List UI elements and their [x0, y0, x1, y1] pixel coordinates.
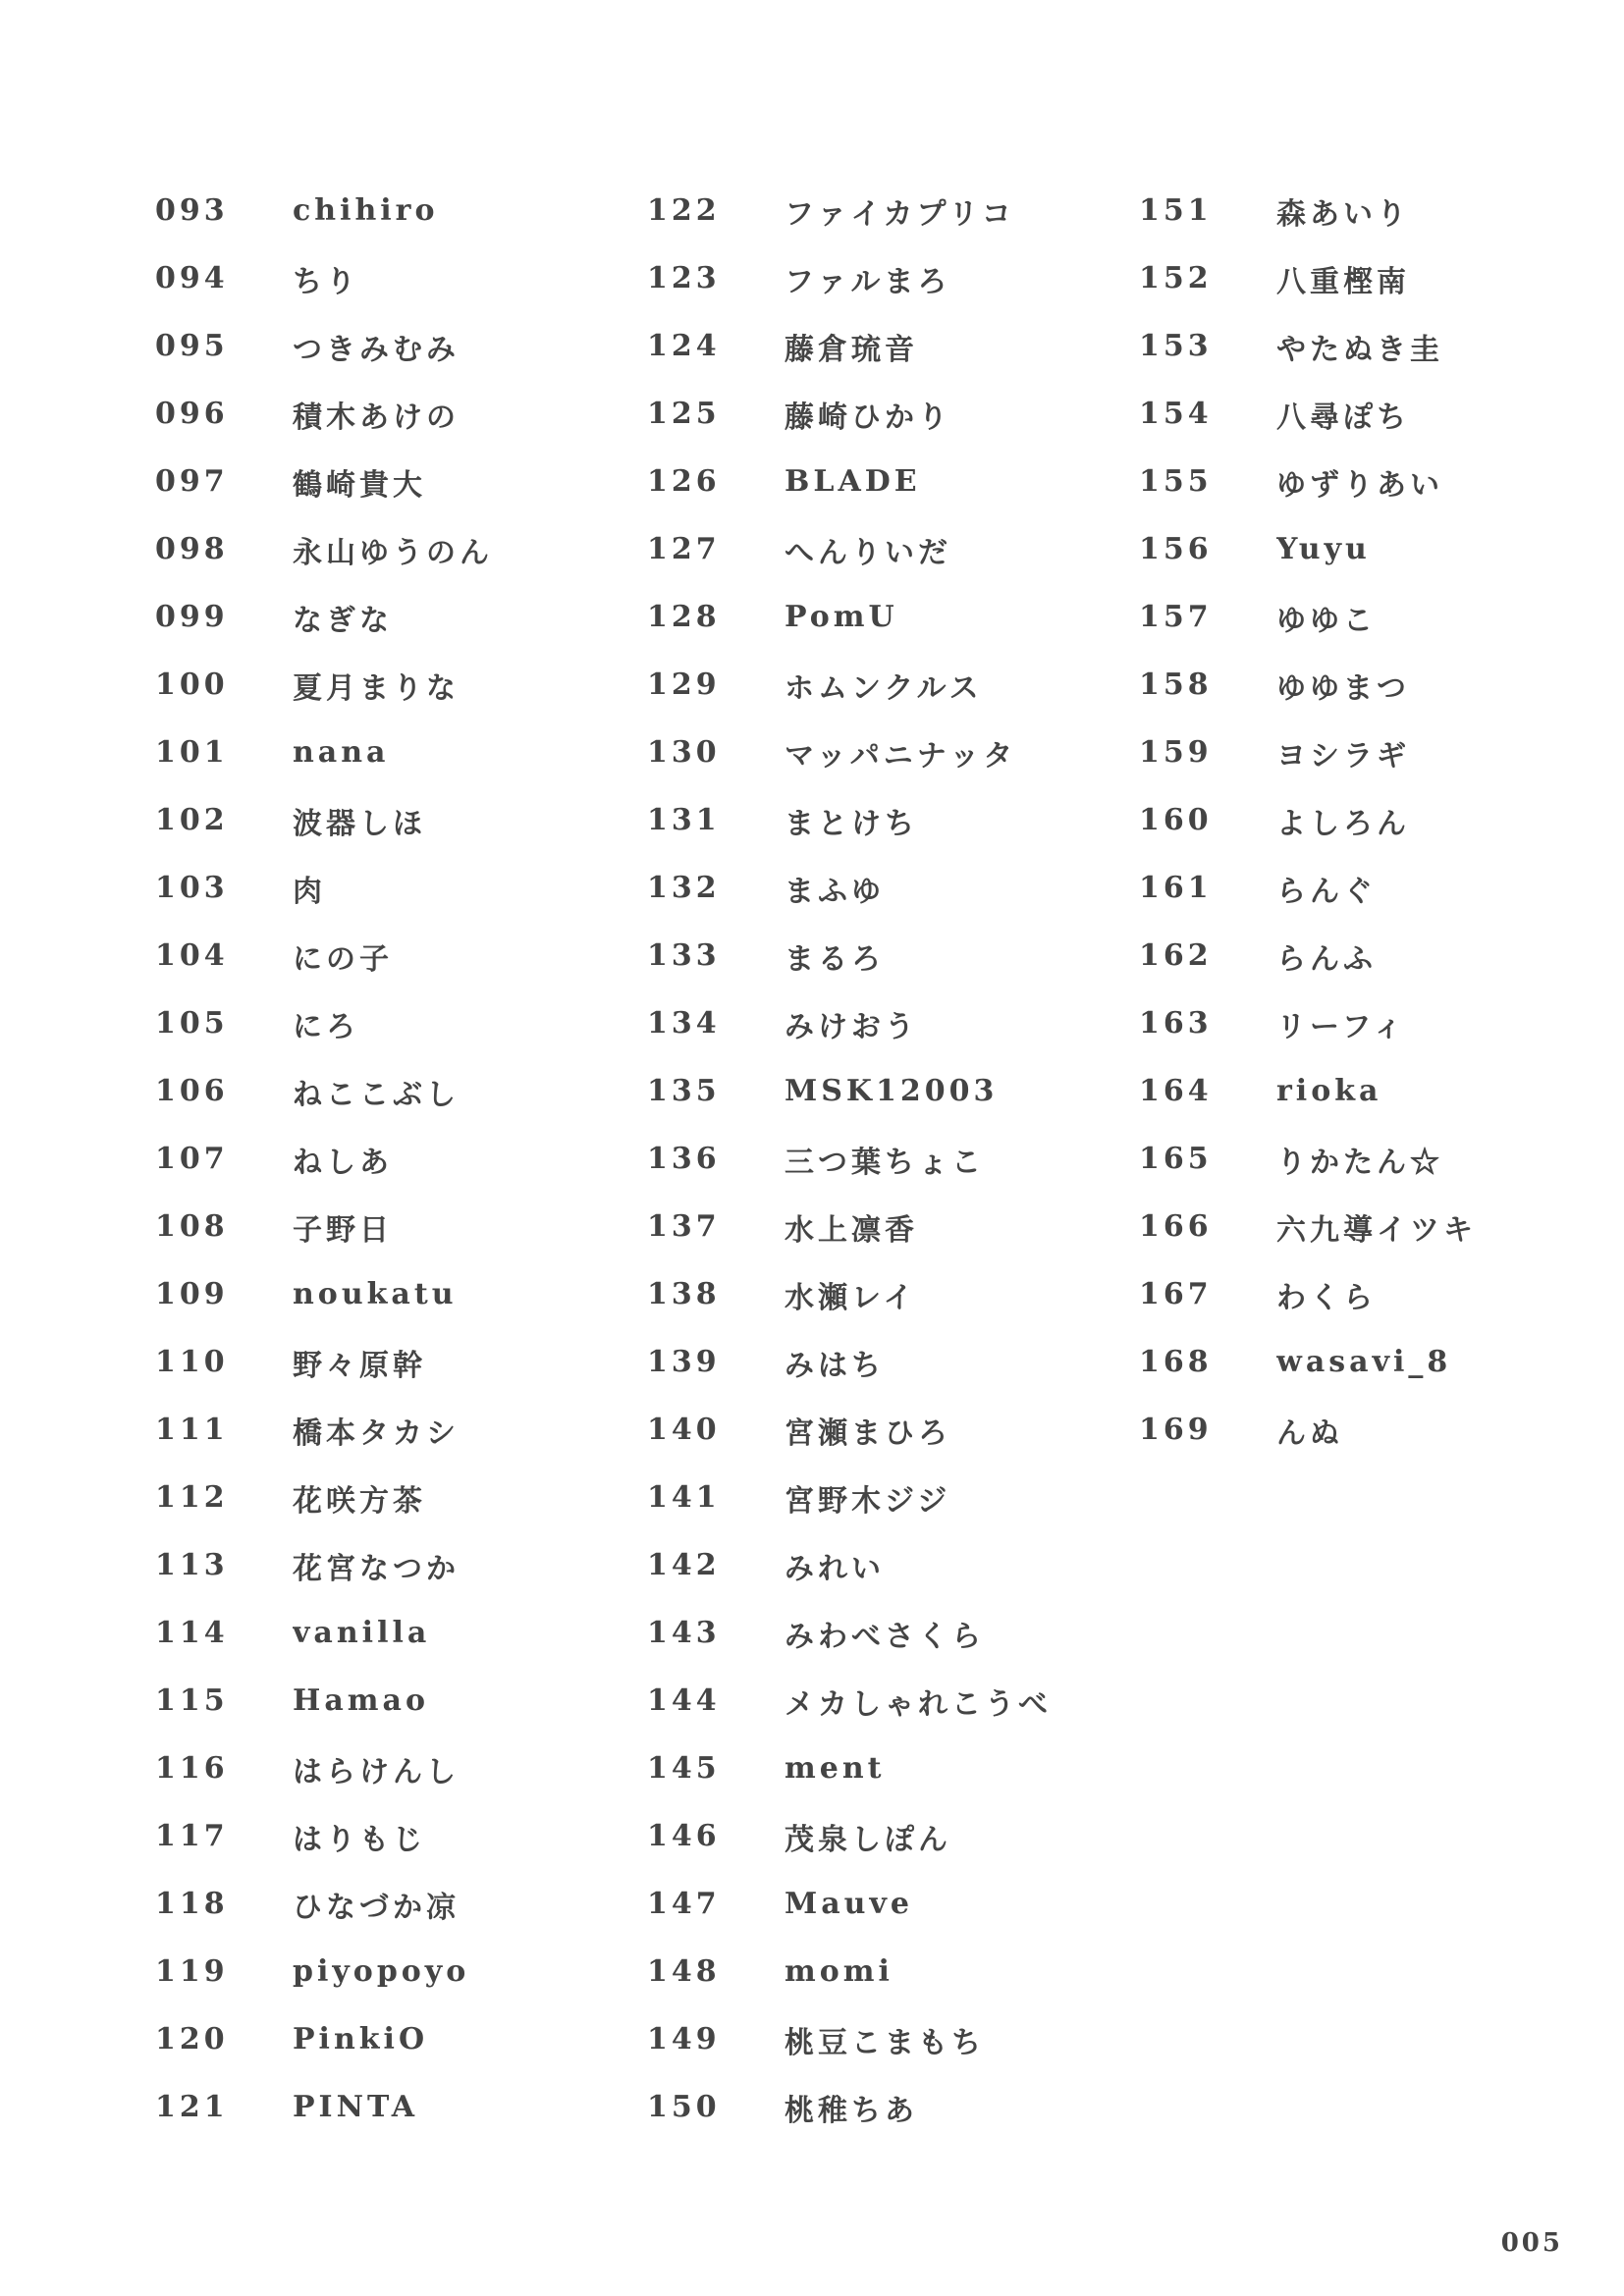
contributor-entry	[647, 244, 1138, 312]
contributor-entry	[1139, 1193, 1624, 1260]
contributor-entry	[155, 1531, 646, 1599]
contributor-entry	[647, 515, 1138, 583]
contributor-entry	[647, 380, 1138, 448]
entry-number: 162	[1139, 938, 1213, 973]
entry-name: ちり	[293, 264, 359, 299]
entry-number: 159	[1139, 735, 1213, 770]
contributor-entry	[1139, 380, 1624, 448]
entry-name: 花咲方茶	[293, 1483, 426, 1519]
contributor-entry	[647, 1464, 1138, 1531]
contributor-entry	[1139, 312, 1624, 380]
entry-number: 094	[155, 261, 229, 295]
entry-name: 桃稚ちあ	[785, 2093, 918, 2128]
entry-number: 127	[647, 532, 721, 566]
contributor-entry	[1139, 786, 1624, 854]
contributor-entry	[155, 854, 646, 922]
contributor-entry	[155, 380, 646, 448]
contributor-entry	[647, 1870, 1138, 1938]
entry-number: 125	[647, 397, 721, 431]
entry-number: 168	[1139, 1345, 1213, 1379]
entry-name: にろ	[293, 1009, 359, 1044]
entry-number: 148	[647, 1954, 721, 1989]
entry-number: 113	[155, 1548, 229, 1582]
entry-name: 積木あけの	[293, 400, 460, 435]
entry-name: みわべさくら	[785, 1619, 985, 1654]
contributor-entry	[1139, 854, 1624, 922]
entry-name: リーフィ	[1276, 1009, 1407, 1044]
entry-name: rioka	[1276, 1074, 1382, 1108]
entry-number: 105	[155, 1006, 229, 1041]
contributor-entry	[1139, 448, 1624, 515]
entry-number: 169	[1139, 1413, 1213, 1447]
entry-name: つきみむみ	[293, 332, 460, 367]
entry-name: はりもじ	[293, 1822, 426, 1857]
entry-number: 099	[155, 600, 229, 634]
entry-name: ヨシラギ	[1276, 738, 1410, 774]
contributor-entry	[155, 1328, 646, 1396]
entry-name: にの子	[293, 941, 393, 977]
contributor-entry	[647, 651, 1138, 719]
entry-number: 102	[155, 803, 229, 837]
contributor-entry	[155, 1057, 646, 1125]
contributor-entry	[155, 1938, 646, 2005]
entry-number: 135	[647, 1074, 721, 1108]
entry-name: まふゆ	[785, 874, 885, 909]
contributor-entry	[1139, 922, 1624, 989]
entry-number: 137	[647, 1209, 721, 1244]
entry-name: らんふ	[1276, 941, 1377, 977]
entry-name: 三つ葉ちょこ	[785, 1145, 985, 1180]
contributor-entry	[1139, 1125, 1624, 1193]
entry-name: ment	[785, 1751, 886, 1786]
contributor-entry	[1139, 989, 1624, 1057]
entry-name: マッパニナッタ	[785, 738, 1017, 774]
contributor-entry	[647, 922, 1138, 989]
entry-number: 107	[155, 1142, 229, 1176]
entry-number: 157	[1139, 600, 1213, 634]
entry-number: 104	[155, 938, 229, 973]
entry-name: 八尋ぽち	[1276, 400, 1410, 435]
entry-number: 101	[155, 735, 229, 770]
entry-name: piyopoyo	[293, 1954, 470, 1989]
contributor-entry	[155, 2073, 646, 2141]
entry-name: 茂泉しぽん	[785, 1822, 951, 1857]
entry-number: 167	[1139, 1277, 1213, 1311]
entry-number: 129	[647, 667, 721, 702]
entry-number: 153	[1139, 329, 1213, 363]
entry-number: 118	[155, 1887, 229, 1921]
contributor-entry	[647, 1260, 1138, 1328]
entry-number: 144	[647, 1683, 721, 1718]
entry-name: 八重樫南	[1276, 264, 1410, 299]
entry-number: 160	[1139, 803, 1213, 837]
contributor-entry	[155, 1599, 646, 1667]
contributor-entry	[155, 244, 646, 312]
contributor-entry	[155, 786, 646, 854]
entry-name: わくら	[1276, 1280, 1377, 1315]
entry-number: 149	[647, 2022, 721, 2056]
entry-number: 163	[1139, 1006, 1213, 1041]
contributor-entry	[647, 786, 1138, 854]
entry-number: 093	[155, 193, 229, 228]
entry-number: 132	[647, 871, 721, 905]
entry-number: 121	[155, 2090, 229, 2124]
entry-number: 095	[155, 329, 229, 363]
contributor-column-3	[1139, 177, 1624, 1464]
entry-number: 145	[647, 1751, 721, 1786]
entry-number: 112	[155, 1480, 229, 1515]
contributor-entry	[647, 1193, 1138, 1260]
contributor-column-2	[647, 177, 1138, 2141]
entry-name: 子野日	[293, 1212, 393, 1248]
entry-number: 130	[647, 735, 721, 770]
entry-name: PINTA	[293, 2090, 418, 2124]
entry-name: ホムンクルス	[785, 670, 983, 706]
contributor-entry	[1139, 1396, 1624, 1464]
entry-name: ファイカプリコ	[785, 196, 1015, 232]
entry-name: なぎな	[293, 603, 393, 638]
contributor-entry	[647, 854, 1138, 922]
entry-name: ねここぶし	[293, 1077, 460, 1112]
entry-name: PinkiO	[293, 2022, 429, 2056]
contributor-entry	[1139, 583, 1624, 651]
entry-name: 六九導イツキ	[1276, 1212, 1477, 1248]
entry-number: 128	[647, 600, 721, 634]
entry-number: 122	[647, 193, 721, 228]
entry-name: ねしあ	[293, 1145, 393, 1180]
entry-name: ファルまろ	[785, 264, 951, 299]
entry-name: はらけんし	[293, 1754, 460, 1789]
entry-number: 100	[155, 667, 229, 702]
entry-number: 096	[155, 397, 229, 431]
entry-name: wasavi_8	[1276, 1345, 1452, 1379]
entry-number: 152	[1139, 261, 1213, 295]
contributor-entry	[647, 1396, 1138, 1464]
entry-number: 134	[647, 1006, 721, 1041]
entry-name: 水瀬レイ	[785, 1280, 917, 1315]
entry-name: 肉	[293, 874, 326, 909]
contributor-entry	[647, 2073, 1138, 2141]
entry-name: 花宮なつか	[293, 1551, 460, 1586]
entry-number: 106	[155, 1074, 229, 1108]
entry-name: nana	[293, 735, 390, 770]
contributor-entry	[155, 1125, 646, 1193]
entry-name: PomU	[785, 600, 898, 634]
entry-name: Mauve	[785, 1887, 913, 1921]
contributor-entry	[155, 1870, 646, 1938]
entry-name: 夏月まりな	[293, 670, 460, 706]
entry-number: 119	[155, 1954, 229, 1989]
entry-number: 154	[1139, 397, 1213, 431]
contributor-entry	[155, 1464, 646, 1531]
contributor-entry	[155, 719, 646, 786]
entry-name: chihiro	[293, 193, 439, 228]
entry-number: 136	[647, 1142, 721, 1176]
page-number: 005	[1500, 2228, 1563, 2258]
entry-name: 宮野木ジジ	[785, 1483, 951, 1519]
contributor-entry	[647, 1531, 1138, 1599]
entry-number: 120	[155, 2022, 229, 2056]
contributor-entry	[1139, 177, 1624, 244]
entry-number: 117	[155, 1819, 229, 1853]
entry-name: 鶴崎貴大	[293, 467, 426, 503]
contributor-column-1	[155, 177, 646, 2141]
entry-name: よしろん	[1276, 806, 1410, 841]
entry-name: 永山ゆうのん	[293, 535, 493, 570]
entry-number: 108	[155, 1209, 229, 1244]
contributor-entry	[155, 515, 646, 583]
contributor-entry	[155, 312, 646, 380]
contributor-entry	[155, 651, 646, 719]
entry-name: 桃豆こまもち	[785, 2025, 985, 2060]
entry-name: momi	[785, 1954, 893, 1989]
entry-name: 藤崎ひかり	[785, 400, 951, 435]
entry-number: 124	[647, 329, 721, 363]
contributor-entry	[155, 1735, 646, 1802]
entry-number: 143	[647, 1616, 721, 1650]
entry-number: 146	[647, 1819, 721, 1853]
contributor-entry	[1139, 1328, 1624, 1396]
entry-name: BLADE	[785, 464, 921, 499]
entry-number: 138	[647, 1277, 721, 1311]
entry-name: みはち	[785, 1348, 885, 1383]
entry-name: みけおう	[785, 1009, 918, 1044]
entry-name: MSK12003	[785, 1074, 999, 1108]
entry-number: 141	[647, 1480, 721, 1515]
entry-name: りかたん☆	[1276, 1145, 1443, 1180]
entry-name: Hamao	[293, 1683, 429, 1718]
entry-name: まるろ	[785, 941, 885, 977]
entry-number: 133	[647, 938, 721, 973]
entry-number: 114	[155, 1616, 229, 1650]
contributor-entry	[155, 583, 646, 651]
entry-number: 109	[155, 1277, 229, 1311]
contributor-entry	[155, 2005, 646, 2073]
entry-name: 野々原幹	[293, 1348, 426, 1383]
contributor-entry	[155, 177, 646, 244]
entry-number: 161	[1139, 871, 1213, 905]
entry-number: 103	[155, 871, 229, 905]
entry-number: 165	[1139, 1142, 1213, 1176]
entry-name: 水上凛香	[785, 1212, 918, 1248]
contributor-entry	[1139, 1057, 1624, 1125]
entry-number: 111	[155, 1413, 229, 1447]
entry-number: 097	[155, 464, 229, 499]
entry-number: 142	[647, 1548, 721, 1582]
contributor-entry	[647, 448, 1138, 515]
contributor-entry	[155, 1193, 646, 1260]
entry-number: 155	[1139, 464, 1213, 499]
entry-number: 131	[647, 803, 721, 837]
entry-name: ゆゆまつ	[1276, 670, 1410, 706]
contributor-entry	[647, 1328, 1138, 1396]
entry-number: 151	[1139, 193, 1213, 228]
entry-number: 110	[155, 1345, 229, 1379]
contributor-entry	[1139, 1260, 1624, 1328]
contributor-entry	[647, 1125, 1138, 1193]
entry-name: vanilla	[293, 1616, 431, 1650]
entry-name: んぬ	[1276, 1415, 1343, 1451]
entry-name: noukatu	[293, 1277, 458, 1311]
entry-number: 166	[1139, 1209, 1213, 1244]
entry-name: 森あいり	[1276, 196, 1410, 232]
entry-name: 藤倉琉音	[785, 332, 918, 367]
entry-name: ゆずりあい	[1276, 467, 1443, 503]
entry-name: やたぬき圭	[1276, 332, 1443, 367]
contributor-entry	[647, 1057, 1138, 1125]
entry-name: みれい	[785, 1551, 885, 1586]
contributor-entry	[155, 1260, 646, 1328]
contributor-entry	[155, 989, 646, 1057]
entry-name: 橋本タカシ	[293, 1415, 460, 1451]
entry-number: 139	[647, 1345, 721, 1379]
contributor-entry	[647, 1802, 1138, 1870]
entry-name: Yuyu	[1276, 532, 1371, 566]
contributor-entry	[155, 1396, 646, 1464]
contributor-entry	[647, 177, 1138, 244]
entry-name: 宮瀬まひろ	[785, 1415, 951, 1451]
contributor-entry	[647, 1735, 1138, 1802]
entry-name: まとけち	[785, 806, 918, 841]
contributor-entry	[155, 1667, 646, 1735]
entry-number: 098	[155, 532, 229, 566]
entry-name: へんりいだ	[785, 535, 951, 570]
entry-number: 116	[155, 1751, 229, 1786]
contributor-entry	[155, 922, 646, 989]
contributor-entry	[647, 719, 1138, 786]
entry-name: メカしゃれこうべ	[785, 1686, 1052, 1722]
entry-name: 波器しほ	[293, 806, 426, 841]
entry-number: 123	[647, 261, 721, 295]
contributor-entry	[155, 1802, 646, 1870]
entry-number: 164	[1139, 1074, 1213, 1108]
contributor-entry	[647, 583, 1138, 651]
contributor-entry	[1139, 651, 1624, 719]
entry-number: 126	[647, 464, 721, 499]
entry-name: ゆゆこ	[1276, 603, 1377, 638]
contributor-entry	[1139, 719, 1624, 786]
contributor-entry	[1139, 515, 1624, 583]
entry-name: ひなづか凉	[293, 1890, 460, 1925]
contributor-entry	[647, 1938, 1138, 2005]
contributor-entry	[647, 989, 1138, 1057]
entry-number: 140	[647, 1413, 721, 1447]
entry-number: 115	[155, 1683, 229, 1718]
contributor-entry	[647, 312, 1138, 380]
contributor-entry	[1139, 244, 1624, 312]
entry-number: 158	[1139, 667, 1213, 702]
entry-number: 150	[647, 2090, 721, 2124]
entry-name: らんぐ	[1276, 874, 1377, 909]
entry-number: 156	[1139, 532, 1213, 566]
entry-number: 147	[647, 1887, 721, 1921]
contributor-entry	[647, 2005, 1138, 2073]
contributor-entry	[647, 1667, 1138, 1735]
contributor-entry	[155, 448, 646, 515]
contributor-entry	[647, 1599, 1138, 1667]
